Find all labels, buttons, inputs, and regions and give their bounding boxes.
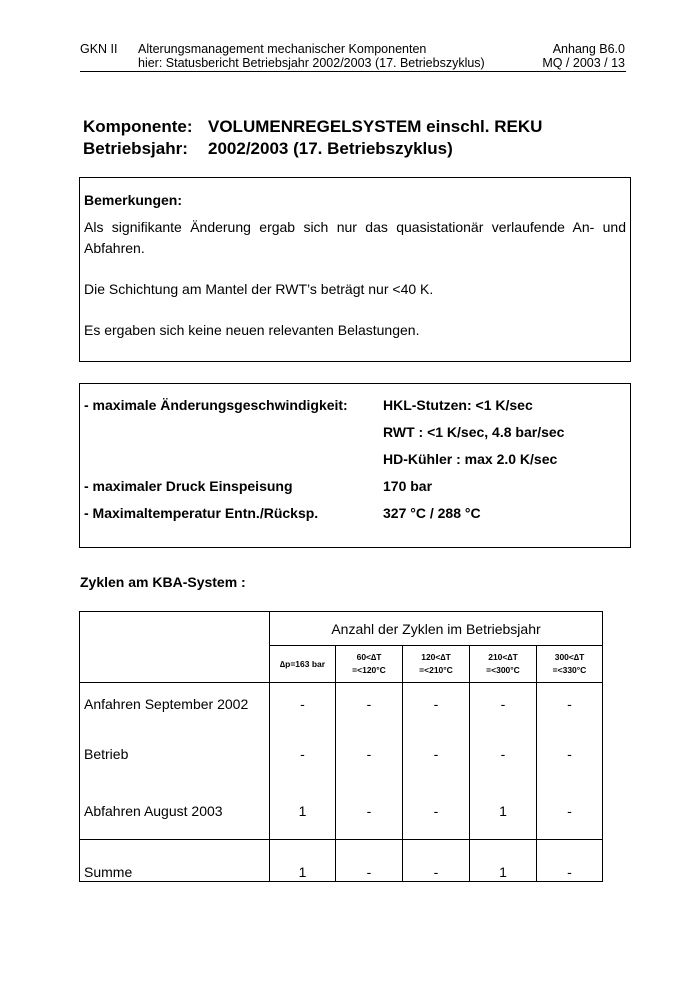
column-header: ∆p=163 bar: [270, 646, 336, 683]
table-cell: -: [537, 840, 603, 882]
header-doc-number: MQ / 2003 / 13: [542, 56, 625, 70]
table-cell: 1: [470, 840, 537, 882]
table-cell: 1: [270, 840, 336, 882]
remarks-paragraph-1: Als signifikante Änderung ergab sich nur das quasistationär verlaufende An- und Abfahren.: [84, 219, 626, 256]
header-rule: [80, 71, 626, 72]
table-cell: -: [470, 683, 537, 726]
table-cell: -: [537, 783, 603, 840]
component-label: Komponente:: [83, 117, 193, 136]
table-row: [80, 783, 603, 840]
column-header: 120<∆T =<210°C: [403, 646, 470, 683]
column-header: 60<∆T =<120°C: [336, 646, 403, 683]
spec-value-rwt: RWT : <1 K/sec, 4.8 bar/sec: [383, 424, 565, 440]
row-label-total: Summe: [80, 840, 270, 882]
cycles-heading: Zyklen am KBA-System :: [80, 574, 246, 590]
header-annex: Anhang B6.0: [552, 42, 625, 56]
column-header: 300<∆T =<330°C: [537, 646, 603, 683]
table-row: [80, 726, 603, 783]
operating-year-value: 2002/2003 (17. Betriebszyklus): [208, 139, 453, 158]
table-cell: -: [537, 683, 603, 726]
table-cell: -: [537, 726, 603, 783]
spec-value-hkl: HKL-Stutzen: <1 K/sec: [383, 397, 533, 413]
table-cell: -: [270, 683, 336, 726]
column-header: 210<∆T =<300°C: [470, 646, 537, 683]
cycles-table: [79, 611, 603, 882]
row-label: Abfahren August 2003: [80, 783, 270, 840]
remarks-box: [79, 177, 631, 362]
table-cell: 1: [270, 783, 336, 840]
header-subtitle: hier: Statusbericht Betriebsjahr 2002/2003 (17. Betriebszyklus): [138, 56, 485, 70]
remarks-heading: Bemerkungen:: [84, 192, 183, 208]
spec-value-pressure: 170 bar: [383, 478, 433, 494]
spec-label-max-rate: - maximale Änderungsgeschwindigkeit:: [84, 397, 348, 413]
table-cell: -: [270, 726, 336, 783]
table-cell: -: [403, 683, 470, 726]
table-corner-cell: [80, 612, 270, 683]
row-label: Betrieb: [80, 726, 270, 783]
table-cell: -: [403, 726, 470, 783]
operating-year-label: Betriebsjahr:: [83, 139, 188, 158]
spec-value-hd-cooler: HD-Kühler : max 2.0 K/sec: [383, 451, 558, 467]
remarks-paragraph-2: Die Schichtung am Mantel der RWT’s beträgt nur <40 K.: [84, 281, 434, 297]
table-title: Anzahl der Zyklen im Betriebsjahr: [270, 612, 603, 646]
table-cell: -: [336, 726, 403, 783]
table-cell: -: [336, 683, 403, 726]
table-row-total: [80, 840, 603, 882]
table-cell: 1: [470, 783, 537, 840]
table-cell: -: [403, 783, 470, 840]
specs-box: [79, 383, 631, 548]
spec-value-temperature: 327 °C / 288 °C: [383, 505, 481, 521]
table-cell: -: [336, 840, 403, 882]
spec-label-max-pressure: - maximaler Druck Einspeisung: [84, 478, 293, 494]
spec-label-max-temp: - Maximaltemperatur Entn./Rücksp.: [84, 505, 319, 521]
table-cell: -: [336, 783, 403, 840]
remarks-paragraph-3: Es ergaben sich keine neuen relevanten Belastungen.: [84, 322, 420, 338]
row-label: Anfahren September 2002: [80, 683, 270, 726]
table-cell: -: [403, 840, 470, 882]
table-cell: -: [470, 726, 537, 783]
header-title: Alterungsmanagement mechanischer Komponenten: [138, 42, 427, 56]
header-left: GKN II: [80, 42, 118, 56]
component-value: VOLUMENREGELSYSTEM einschl. REKU: [208, 117, 543, 136]
table-row: [80, 683, 603, 726]
